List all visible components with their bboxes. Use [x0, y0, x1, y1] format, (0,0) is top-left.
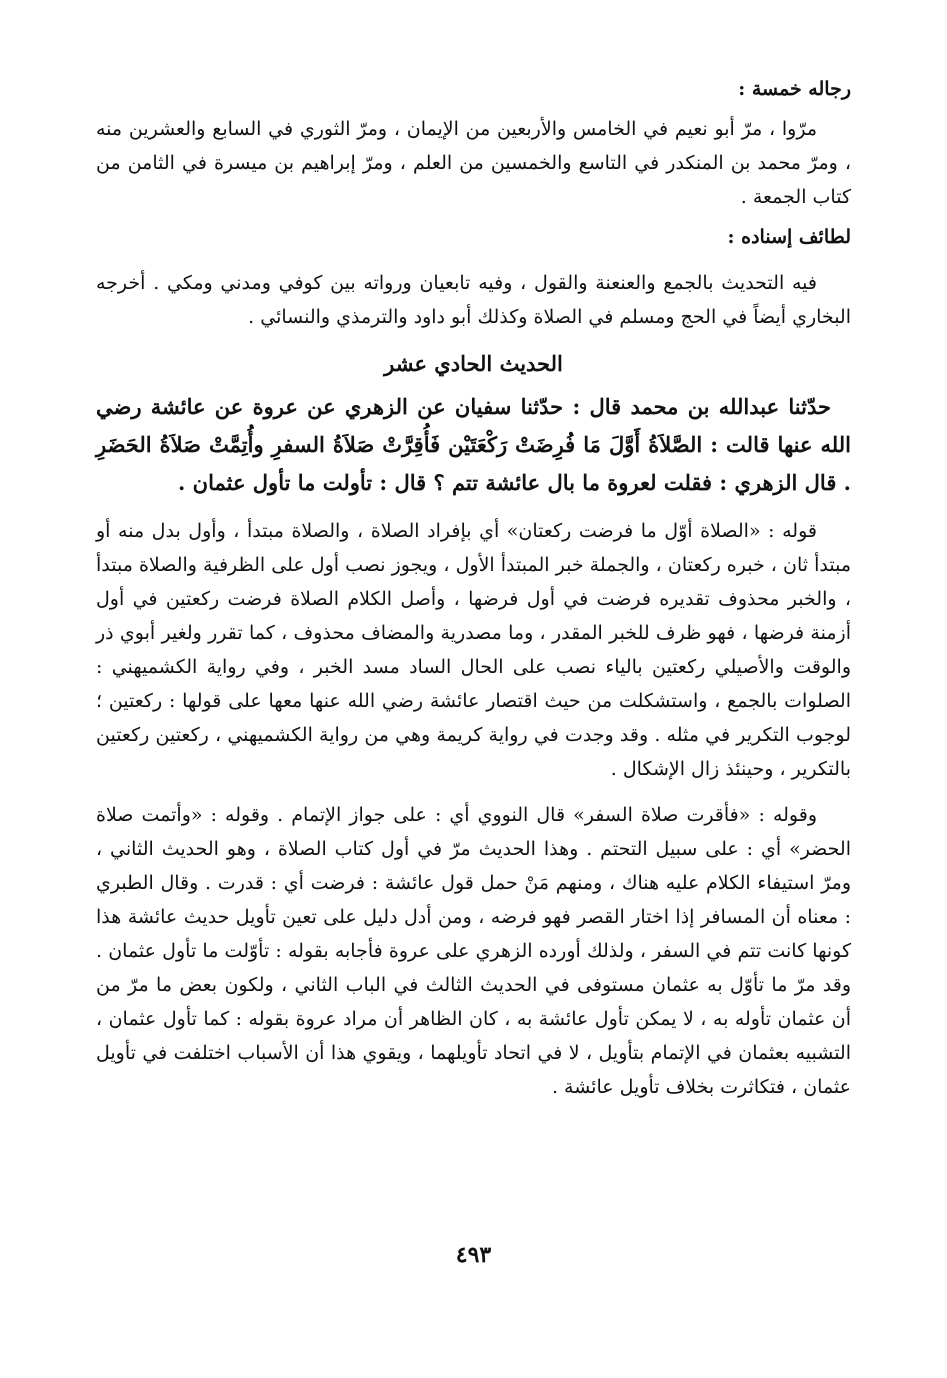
page-number: ٤٩٣ — [455, 1242, 492, 1268]
narrators-paragraph: مرّوا ، مرّ أبو نعيم في الخامس والأربعين من الإيمان ، ومرّ الثوري في السابع والعشرين منه ، ومرّ محمد بن المنكدر في التاسع والخمسين من العلم ، ومرّ إبراهيم بن ميسرة في الثامن من كتاب الجمعة . — [96, 118, 851, 208]
narrators-heading: رجاله خمسة : — [738, 78, 851, 100]
commentary-paragraph-2: وقوله : «فأقرت صلاة السفر» قال النووي أي : على جواز الإتمام . وقوله : «وأتمت صلاة الحضر» أي : على سبيل التحتم . وهذا الحديث مرّ في أول كتاب الصلاة ، وهو الحديث الثاني ، ومرّ استيفاء الكلام عليه هناك ، ومنهم مَنْ حمل قول عائشة : فرضت أي : قدرت . وقال الطبري : معناه أن المسافر إذا اختار القصر فهو فرضه ، ومن أدل دليل على تعين تأويل حديث عائشة هذا كونها كانت تتم في السفر ، ولذلك أورده الزهري على عروة فأجابه بقوله : تأوّلت ما تأول عثمان . وقد مرّ ما تأوّل به عثمان مستوفى في الحديث الثالث في الباب الثاني ، ولكون بعض ما مرّ من أن عثمان تأوله به ، لا يمكن تأول عائشة به ، كان الظاهر أن مراد عروة بقوله : كما تأول عثمان ، التشبيه بعثمان في الإتمام بتأويل ، لا في اتحاد تأويلهما ، ويقوي هذا أن الأسباب اختلفت في تأويل عثمان ، فتكاثرت بخلاف تأويل عائشة . — [96, 804, 851, 1098]
commentary-paragraph-1: قوله : «الصلاة أوّل ما فرضت ركعتان» أي بإفراد الصلاة ، والصلاة مبتدأ ، وأول بدل منه أو مبتدأ ثان ، خبره ركعتان ، والجملة خبر المبتدأ الأول ، ويجوز نصب أول على الظرفية والصلاة مبتدأ ، والخبر محذوف تقديره فرضت في أول فرضها ، وأصل الكلام الصلاة فرضت ركعتين في أول أزمنة فرضها ، فهو ظرف للخبر المقدر ، وما مصدرية والمضاف محذوف ، كما تقرر ولغير أبوي ذر والوقت والأصيلي ركعتين بالياء نصب على الحال الساد مسد الخبر ، وفي رواية الكشميهني : الصلوات بالجمع ، واستشكلت من حيث اقتصار عائشة رضي الله عنها معها على قولها : ركعتين ؛ لوجوب التكرير في مثله . وقد وجدت في رواية كريمة وهي من رواية الكشميهني ، ركعتين ركعتين بالتكرير ، وحينئذ زال الإشكال . — [96, 520, 851, 780]
isnad-paragraph: فيه التحديث بالجمع والعنعنة والقول ، وفيه تابعيان ورواته بين كوفي ومدني ومكي . أخرجه البخاري أيضاً في الحج ومسلم في الصلاة وكذلك أبو داود والترمذي والنسائي . — [96, 272, 851, 328]
hadith-text: حدّثنا عبدالله بن محمد قال : حدّثنا سفيان عن الزهري عن عروة عن عائشة رضي الله عنها قالت : الصَّلاَةُ أَوَّلَ مَا فُرِضَتْ رَكْعَتَيْن فَأُقِرَّتْ صَلاَةُ السفرِ وأُتِمَّتْ صَلاَةُ الحَضَرِ . قال الزهري : فقلت لعروة ما بال عائشة تتم ؟ قال : تأولت ما تأول عثمان . — [96, 394, 851, 495]
isnad-heading: لطائف إسناده : — [727, 226, 851, 248]
hadith-title: الحديث الحادي عشر — [384, 351, 563, 376]
